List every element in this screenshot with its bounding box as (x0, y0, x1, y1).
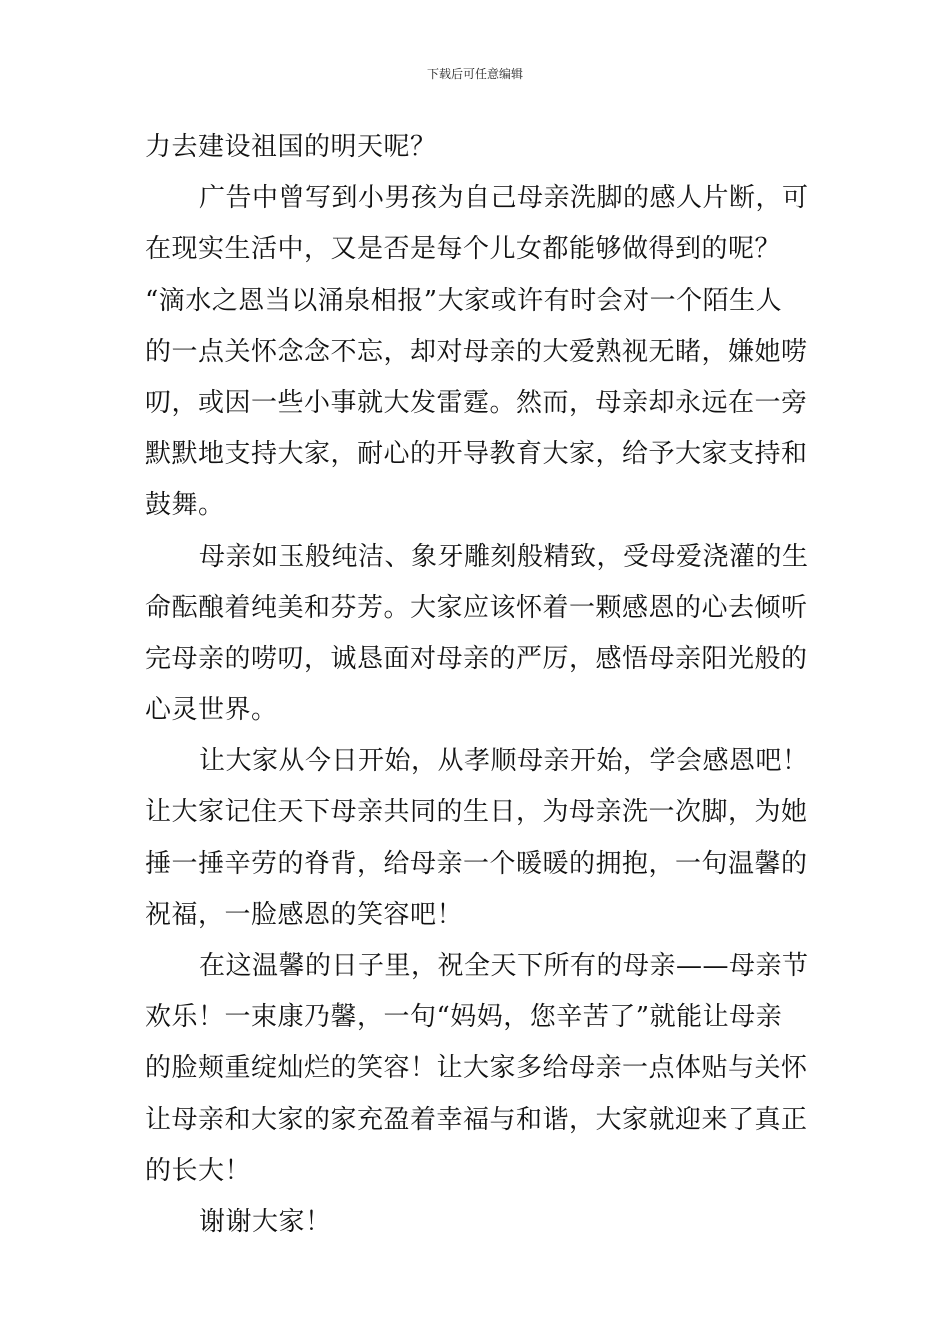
text-line: 广告中曾写到小男孩为自己母亲洗脚的感人片断，可 (199, 183, 809, 214)
text-line: 在这温馨的日子里，祝全天下所有的母亲——母亲节 (199, 951, 809, 981)
text-line: 心灵世界。 (145, 695, 278, 726)
document-body (145, 122, 811, 1248)
text-line: 力去建设祖国的明天呢？ (145, 132, 437, 162)
page-header: 下载后可任意编辑 (426, 67, 523, 81)
text-line: 谢谢大家！ (199, 1206, 332, 1237)
text-line: 的长大！ (145, 1155, 252, 1186)
text-line: 在现实生活中，又是否是每个儿女都能够做得到的呢？ (145, 234, 782, 265)
text-line: 祝福，一脸感恩的笑容吧！ (145, 899, 464, 930)
text-line: 捶一捶辛劳的脊背，给母亲一个暖暖的拥抱，一句温馨的 (145, 848, 808, 879)
text-line: “滴水之恩当以涌泉相报”大家或许有时会对一个陌生人 (145, 285, 783, 316)
text-line: 的一点关怀念念不忘，却对母亲的大爱熟视无睹，嫌她唠 (145, 336, 808, 367)
text-line: 叨，或因一些小事就大发雷霆。然而，母亲却永远在一旁 (145, 387, 808, 418)
text-line: 的脸颊重绽灿烂的笑容！让大家多给母亲一点体贴与关怀 (145, 1053, 808, 1084)
text-line: 欢乐！一束康乃馨，一句“妈妈，您辛苦了”就能让母亲 (145, 1002, 783, 1033)
text-line: 鼓舞。 (145, 490, 225, 521)
text-line: 完母亲的唠叨，诚恳面对母亲的严厉，感悟母亲阳光般的 (145, 643, 808, 674)
text-line: 让大家从今日开始，从孝顺母亲开始，学会感恩吧！ (199, 746, 809, 777)
text-line: 让母亲和大家的家充盈着幸福与和谐，大家就迎来了真正 (145, 1104, 808, 1135)
text-line: 命酝酿着纯美和芬芳。大家应该怀着一颗感恩的心去倾听 (145, 592, 808, 623)
text-line: 母亲如玉般纯洁、象牙雕刻般精致，受母爱浇灌的生 (199, 541, 809, 572)
text-line: 让大家记住天下母亲共同的生日，为母亲洗一次脚，为她 (145, 797, 808, 828)
text-line: 默默地支持大家，耐心的开导教育大家，给予大家支持和 (145, 439, 808, 470)
